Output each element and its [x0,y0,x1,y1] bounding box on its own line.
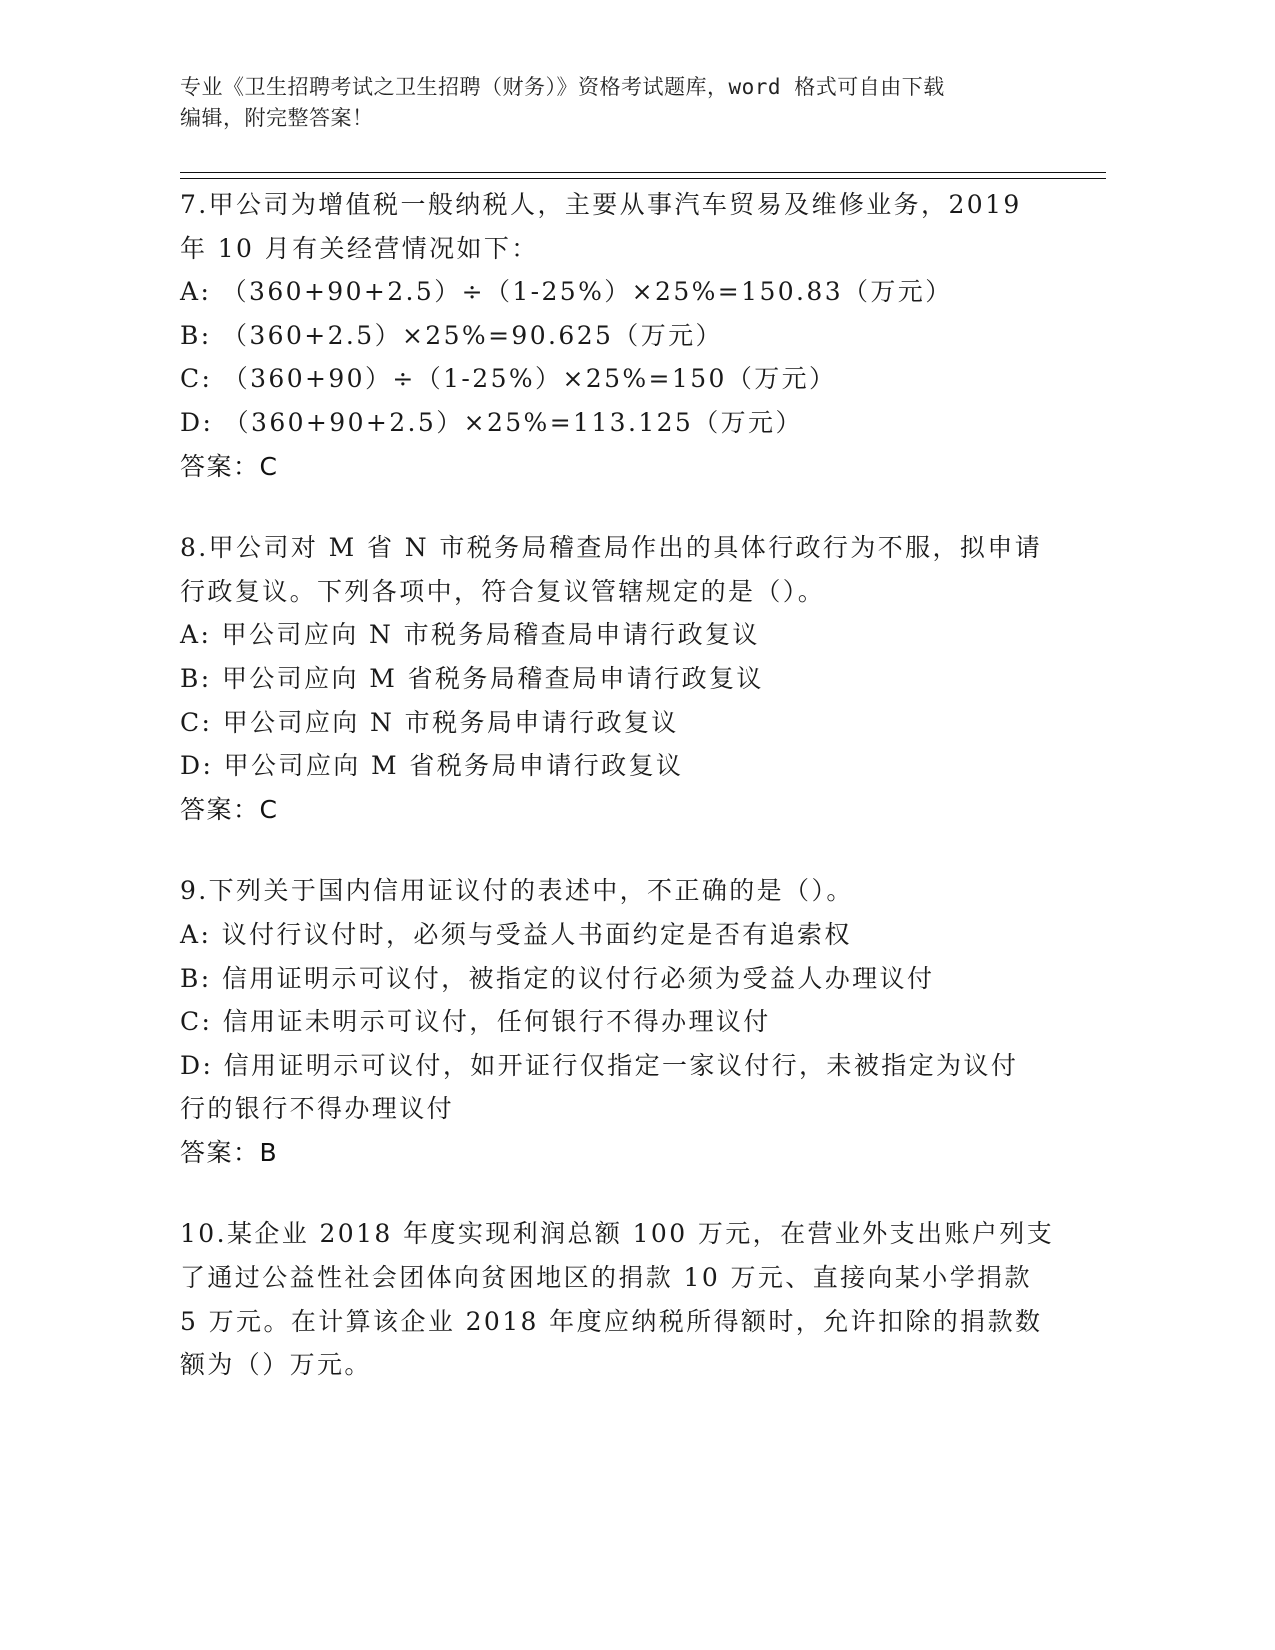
option-d-continued: 行的银行不得办理议付 [180,1094,455,1124]
option-c: C: （360+90）÷（1-25%）×25%=150（万元） [180,364,837,394]
question-stem-line: 5 万元。在计算该企业 2018 年度应纳税所得额时，允许扣除的捐款数 [180,1306,1043,1336]
header-line-2: 编辑，附完整答案！ [180,106,374,130]
header-line-1: 专业《卫生招聘考试之卫生招聘（财务）》资格考试题库，word 格式可自由下载 [180,75,945,99]
option-d: D: 信用证明示可议付，如开证行仅指定一家议付行，未被指定为议付 [180,1050,1019,1080]
answer-label: 答案：C [180,451,279,481]
question-stem-line: 了通过公益性社会团体向贫困地区的捐款 10 万元、直接向某小学捐款 [180,1263,1032,1293]
option-c: C: 信用证未明示可议付，任何银行不得办理议付 [180,1007,771,1037]
option-b: B: 信用证明示可议付，被指定的议付行必须为受益人办理议付 [180,963,935,993]
question-stem-line: 10.某企业 2018 年度实现利润总额 100 万元，在营业外支出账户列支 [180,1219,1055,1249]
question-stem-line: 9.下列关于国内信用证议付的表述中，不正确的是（）。 [180,876,854,906]
option-b: B: 甲公司应向 M 省税务局稽查局申请行政复议 [180,663,764,693]
option-b: B: （360+2.5）×25%=90.625（万元） [180,320,723,350]
option-c: C: 甲公司应向 N 市税务局申请行政复议 [180,707,679,737]
option-d: D: （360+90+2.5）×25%=113.125（万元） [180,407,803,437]
answer-label: 答案：C [180,794,279,824]
document-header [180,72,1060,134]
question-stem-line: 行政复议。下列各项中，符合复议管辖规定的是（）。 [180,576,826,606]
question-stem-line: 7.甲公司为增值税一般纳税人，主要从事汽车贸易及维修业务，2019 [180,190,1022,219]
question-stem-line: 8.甲公司对 M 省 N 市税务局稽查局作出的具体行政行为不服，拟申请 [180,533,1043,563]
question-stem-line: 年 10 月有关经营情况如下： [180,233,539,263]
question-8 [180,526,1050,831]
question-stem-line: 额为（）万元。 [180,1350,372,1380]
option-d: D: 甲公司应向 M 省税务局申请行政复议 [180,751,684,781]
question-list [180,183,1055,1425]
question-9 [180,869,1050,1174]
header-divider-top [180,172,1106,173]
option-a: A: （360+90+2.5）÷（1-25%）×25%=150.83（万元） [180,277,953,307]
answer-label: 答案：B [180,1137,279,1167]
header-divider-bottom [180,178,1106,179]
question-10 [180,1212,1055,1386]
option-a: A: 甲公司应向 N 市税务局稽查局申请行政复议 [180,620,760,650]
option-a: A: 议付行议付时，必须与受益人书面约定是否有追索权 [180,919,852,949]
question-7 [180,183,1050,488]
